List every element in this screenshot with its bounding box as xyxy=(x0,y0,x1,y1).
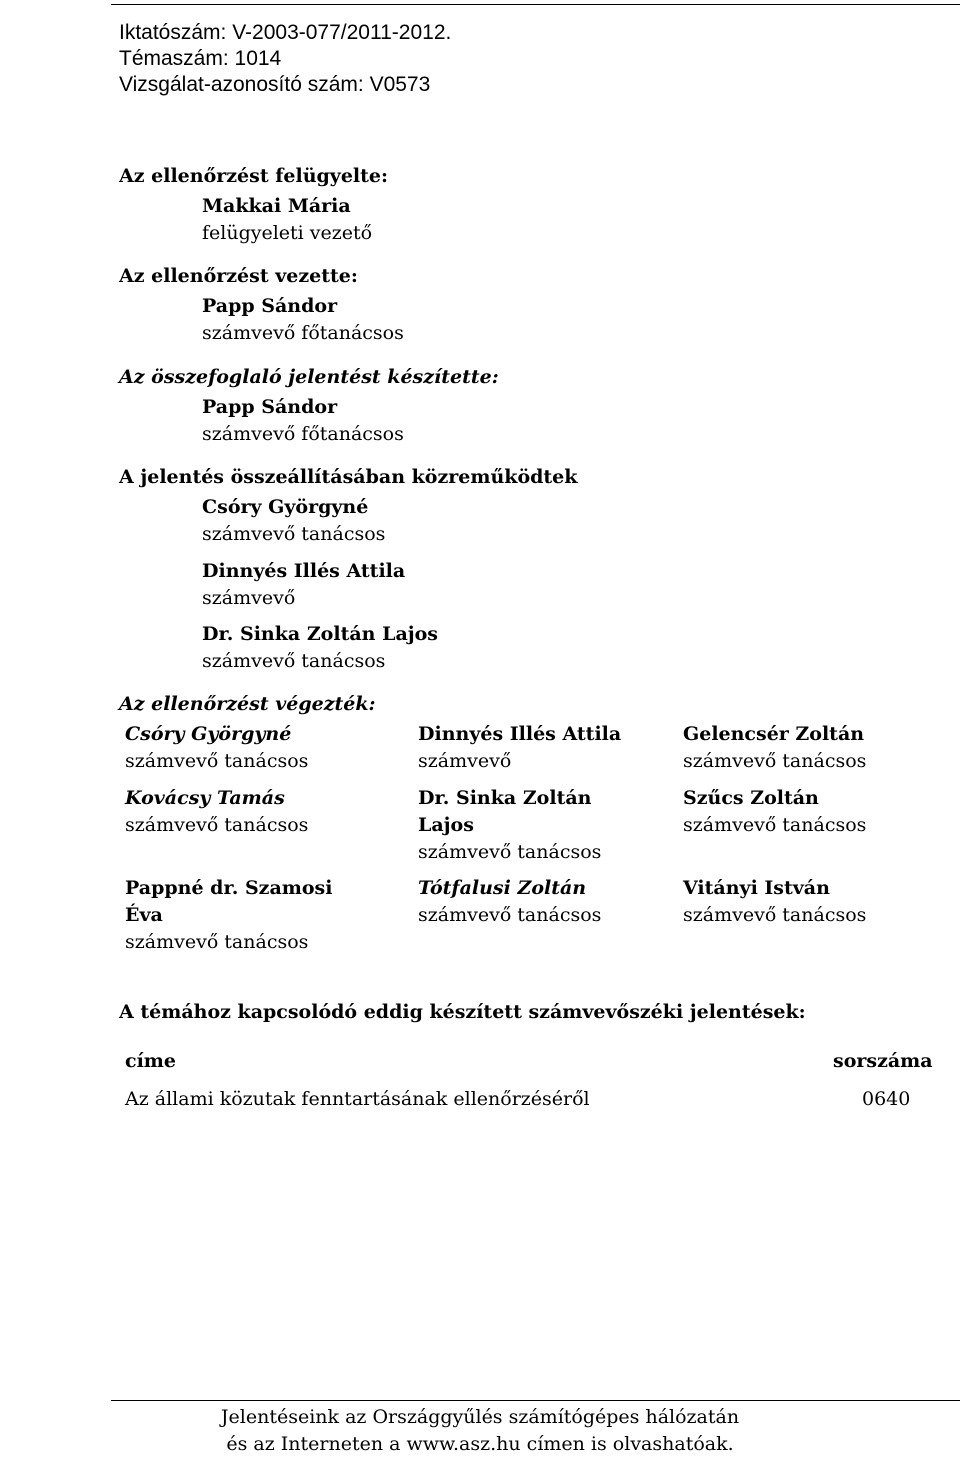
top-rule xyxy=(111,4,960,5)
performer-role: számvevő tanácsos xyxy=(683,814,867,836)
contributor-name: Csóry Györgyné xyxy=(202,496,369,518)
performer-cell xyxy=(418,785,633,866)
vizsgalat-azonosito: Vizsgálat-azonosító szám: V0573 xyxy=(119,73,431,96)
supervised-role: felügyeleti vezető xyxy=(202,222,373,244)
supervised-label: Az ellenőrzést felügyelte: xyxy=(119,165,389,187)
performer-role: számvevő xyxy=(418,750,512,772)
footer-line-1: Jelentéseink az Országgyűlés számítógépes hálózatán xyxy=(220,1406,740,1428)
footer-line-2: és az Interneten a www.asz.hu címen is olvashatóak. xyxy=(226,1433,734,1455)
contributor-role: számvevő xyxy=(202,587,296,609)
performer-cell xyxy=(125,785,385,839)
performer-role: számvevő tanácsos xyxy=(683,904,867,926)
document-identifiers xyxy=(119,20,451,98)
contributor-name: Dinnyés Illés Attila xyxy=(202,560,406,582)
reports-column-title: címe xyxy=(125,1050,176,1072)
performer-role: számvevő tanácsos xyxy=(418,904,602,926)
summary-name: Papp Sándor xyxy=(202,396,338,418)
summary-role: számvevő főtanácsos xyxy=(202,423,404,445)
performer-role: számvevő tanácsos xyxy=(125,750,309,772)
performed-label: Az ellenőrzést végezték: xyxy=(119,693,376,715)
contributor-role: számvevő tanácsos xyxy=(202,523,386,545)
performer-cell xyxy=(418,875,678,929)
performer-name: Szűcs Zoltán xyxy=(683,787,819,809)
reports-column-number: sorszáma xyxy=(833,1050,933,1072)
performer-role: számvevő tanácsos xyxy=(683,750,867,772)
performer-cell xyxy=(683,721,943,775)
performer-role: számvevő tanácsos xyxy=(125,931,309,953)
footer xyxy=(0,1404,960,1458)
performer-name: Dr. Sinka Zoltán Lajos xyxy=(418,787,592,836)
performer-cell xyxy=(125,875,375,956)
led-label: Az ellenőrzést vezette: xyxy=(119,265,358,287)
performer-role: számvevő tanácsos xyxy=(125,814,309,836)
iktatoszam: Iktatószám: V-2003-077/2011-2012. xyxy=(119,21,452,44)
report-number: 0640 xyxy=(862,1088,911,1110)
contributor-name: Dr. Sinka Zoltán Lajos xyxy=(202,623,439,645)
performer-name: Pappné dr. Szamosi Éva xyxy=(125,877,333,926)
performer-name: Csóry Györgyné xyxy=(125,723,292,745)
led-name: Papp Sándor xyxy=(202,295,338,317)
temaszam: Témaszám: 1014 xyxy=(119,47,282,70)
performer-name: Tótfalusi Zoltán xyxy=(418,877,587,899)
contributor-role: számvevő tanácsos xyxy=(202,650,386,672)
contributors-label: A jelentés összeállításában közreműködtek xyxy=(119,466,578,488)
report-title: Az állami közutak fenntartásának ellenőrzéséről xyxy=(125,1088,590,1110)
performer-name: Dinnyés Illés Attila xyxy=(418,723,622,745)
reports-label: A témához kapcsolódó eddig készített számvevőszéki jelentések: xyxy=(119,1001,806,1023)
performer-cell xyxy=(683,875,943,929)
footer-rule xyxy=(111,1400,960,1401)
performer-cell xyxy=(125,721,385,775)
performer-name: Vitányi István xyxy=(683,877,830,899)
performer-name: Gelencsér Zoltán xyxy=(683,723,865,745)
summary-label: Az összefoglaló jelentést készítette: xyxy=(119,366,499,388)
performer-name: Kovácsy Tamás xyxy=(125,787,285,809)
performer-cell xyxy=(418,721,678,775)
supervised-name: Makkai Mária xyxy=(202,195,351,217)
performer-role: számvevő tanácsos xyxy=(418,841,602,863)
led-role: számvevő főtanácsos xyxy=(202,322,404,344)
performer-cell xyxy=(683,785,943,839)
